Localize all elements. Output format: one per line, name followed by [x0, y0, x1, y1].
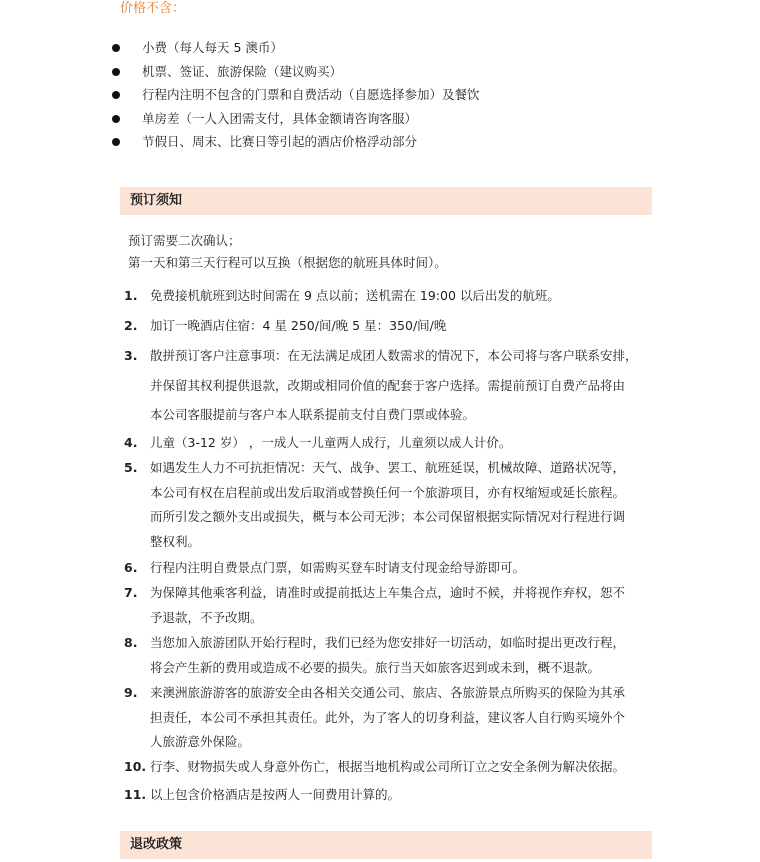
bullet-icon [112, 115, 120, 123]
item-text-line: 散拼预订客户注意事项：在无法满足成团人数需求的情况下，本公司将与客户联系安排， [150, 348, 638, 363]
list-item [124, 432, 664, 454]
item-number: 11. [124, 787, 147, 802]
item-text-line: 整权利。 [150, 533, 201, 549]
list-item [124, 582, 664, 631]
list-item-text: 机票、签证、旅游保险（建议购买） [142, 63, 343, 79]
item-number: 5. [124, 460, 138, 475]
list-item-text: 单房差（一人入团需支付，具体金额请咨询客服） [142, 110, 418, 126]
list-item [112, 130, 480, 154]
list-item [124, 315, 664, 337]
item-number: 4. [124, 435, 138, 450]
booking-intro-line: 第一天和第三天行程可以互换（根据您的航班具体时间）。 [128, 255, 447, 270]
item-text-line: 人旅游意外保险。 [150, 734, 251, 749]
booking-intro-line: 预订需要二次确认； [128, 233, 241, 248]
item-text-line: 本公司客服提前与客户本人联系提前支付自费门票或体验。 [150, 407, 476, 422]
list-item [124, 682, 664, 756]
item-text-line: 担责任，本公司不承担其责任。此外，为了客人的切身利益，建议客人自行购买境外个 [150, 709, 626, 725]
bullet-icon [112, 44, 120, 52]
list-item [124, 557, 664, 579]
item-number: 9. [124, 685, 138, 700]
list-item-text: 行程内注明不包含的门票和自费活动（自愿选择参加）及餐饮 [142, 87, 480, 102]
bullet-icon [112, 68, 120, 76]
list-item [124, 285, 664, 307]
item-text-line: 本公司有权在启程前或出发后取消或替换任何一个旅游项目，亦有权缩短或延长旅程。 [150, 484, 626, 500]
list-item [112, 83, 480, 107]
item-text-line: 予退款，不予改期。 [150, 609, 263, 625]
item-number: 7. [124, 585, 138, 600]
item-text-line: 当您加入旅游团队开始行程时，我们已经为您安排好一切活动，如临时提出更改行程， [150, 635, 626, 650]
item-text-line: 儿童（3-12 岁） ，一成人一儿童两人成行，儿童须以成人计价。 [150, 435, 512, 450]
item-text-line: 如遇发生人力不可抗拒情况：天气、战争、罢工、航班延误，机械故障、道路状况等， [150, 460, 626, 475]
item-text-line: 而所引发之额外支出或损失，概与本公司无涉；本公司保留根据实际情况对行程进行调 [150, 509, 626, 524]
list-item [124, 756, 664, 778]
item-text-line: 以上包含价格酒店是按两人一间费用计算的。 [150, 787, 401, 802]
item-number: 6. [124, 560, 138, 575]
item-number: 2. [124, 318, 138, 333]
exclude-list [112, 36, 480, 154]
list-item [112, 36, 480, 60]
list-item [124, 345, 664, 434]
item-text-line: 来澳洲旅游游客的旅游安全由各相关交通公司、旅店、各旅游景点所购买的保险为其承 [150, 685, 626, 700]
bullet-icon [112, 138, 120, 146]
list-item [124, 632, 664, 681]
booking-section-header: 预订须知 [120, 187, 652, 215]
refund-section-header: 退改政策 [120, 831, 652, 859]
list-item-text: 小费（每人每天 5 澳币） [142, 40, 283, 55]
list-item [124, 457, 664, 555]
item-number: 3. [124, 348, 138, 363]
item-text-line: 为保障其他乘客利益，请准时或提前抵达上车集合点，逾时不候，并将视作弃权，恕不 [150, 585, 626, 600]
bullet-icon [112, 91, 120, 99]
list-item [112, 107, 480, 131]
item-number: 10. [124, 759, 147, 774]
item-text-line: 将会产生新的费用或造成不必要的损失。旅行当天如旅客迟到或未到，概不退款。 [150, 659, 601, 675]
list-item [112, 60, 480, 84]
item-text-line: 加订一晚酒店住宿：4 星 250/间/晚 5 星：350/间/晚 [150, 318, 447, 333]
item-number: 8. [124, 635, 138, 650]
item-text-line: 并保留其权利提供退款，改期或相同价值的配套于客户选择。需提前预订自费产品将由 [150, 377, 626, 393]
list-item-text: 节假日、周末、比赛日等引起的酒店价格浮动部分 [142, 134, 418, 149]
item-number: 1. [124, 288, 138, 303]
exclude-title: 价格不含： [120, 1, 186, 16]
item-text-line: 行李、财物损失或人身意外伤亡，根据当地机构或公司所订立之安全条例为解决依据。 [150, 759, 626, 774]
list-item [124, 784, 664, 806]
item-text-line: 行程内注明自费景点门票，如需购买登车时请支付现金给导游即可。 [150, 560, 526, 575]
item-text-line: 免费接机航班到达时间需在 9 点以前；送机需在 19:00 以后出发的航班。 [150, 288, 560, 303]
